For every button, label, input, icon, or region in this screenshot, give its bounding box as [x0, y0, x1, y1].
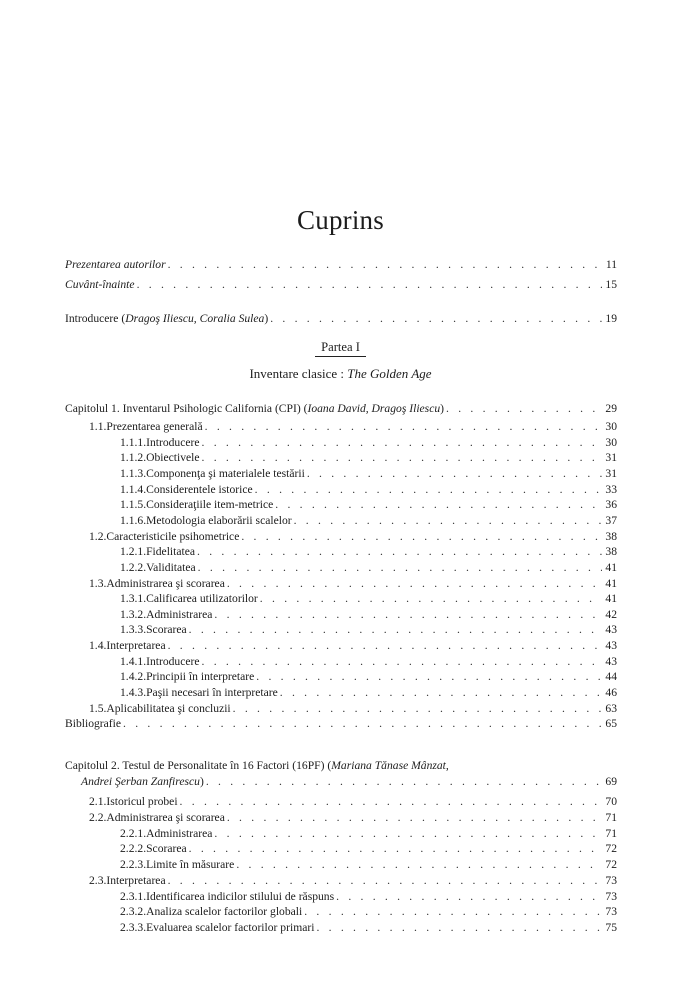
toc-entry-label: Validitatea: [146, 560, 196, 574]
toc-entry-label: Prezentarea generală: [106, 420, 203, 433]
toc-entry-number: 1.2.1.: [120, 545, 147, 559]
toc-entry-label: Caracteristicile psihometrice: [106, 529, 240, 543]
toc-entry-label: Bibliografie: [65, 717, 122, 731]
toc-entry[interactable]: [120, 497, 617, 513]
toc-entry-number: 1.3.3.: [120, 623, 147, 637]
dot-leader: [214, 607, 602, 623]
toc-entry-label: Cuvânt-înainte: [65, 278, 135, 291]
dot-leader: [137, 277, 603, 293]
toc-entry-label: Aplicabilitatea şi concluzii: [106, 701, 231, 715]
dot-leader: [304, 904, 602, 920]
toc-entry-page: 33: [605, 482, 617, 496]
toc-entry-page: 72: [605, 858, 617, 871]
toc-entry-number: 1.1.5.: [120, 498, 147, 512]
toc-entry[interactable]: [89, 701, 617, 717]
toc-entry[interactable]: [89, 638, 617, 654]
dot-leader: [168, 638, 603, 654]
dot-leader: [123, 716, 602, 732]
toc-entry-number: 1.3.2.: [120, 607, 147, 621]
toc-entry[interactable]: [89, 794, 617, 810]
dot-leader: [256, 669, 602, 685]
toc-entry-number: 2.3.3.: [120, 921, 147, 934]
dot-leader: [197, 544, 602, 560]
toc-entry-number: 2.2.1.: [120, 826, 147, 840]
toc-entry-label: Analiza scalelor factorilor globali: [146, 905, 303, 919]
toc-entry[interactable]: [120, 622, 617, 638]
toc-entry[interactable]: [65, 716, 617, 732]
part-title: Partea I: [0, 340, 681, 357]
toc-entry-number: 2.1.: [89, 795, 107, 808]
toc-entry-page: 41: [605, 576, 617, 590]
toc-entry[interactable]: [120, 654, 617, 670]
toc-entry-number: 1.1.4.: [120, 482, 147, 496]
toc-entry-number: 1.4.3.: [120, 686, 147, 700]
dot-leader: [206, 774, 603, 790]
toc-entry-label: Administrarea: [146, 607, 213, 621]
toc-entry[interactable]: [120, 685, 617, 701]
dot-leader: [205, 419, 603, 435]
toc-entry-page: 75: [605, 921, 617, 934]
toc-entry-page: 38: [605, 545, 617, 559]
toc-entry-page: 46: [605, 686, 617, 700]
toc-entry[interactable]: [120, 857, 617, 873]
dot-leader: [294, 513, 603, 529]
toc-entry-page: 30: [605, 420, 617, 433]
toc-entry-label: Administrarea şi scorarea: [106, 576, 225, 590]
toc-entry-page: 30: [605, 435, 617, 449]
toc-entry-page: 38: [605, 529, 617, 543]
toc-entry-number: 1.4.: [89, 639, 107, 653]
dot-leader: [270, 311, 602, 327]
toc-entry-label: Interpretarea: [106, 639, 166, 653]
toc-entry-label: Considerentele istorice: [146, 482, 253, 496]
toc-entry-label: Scorarea: [146, 623, 187, 637]
toc-entry-number: 1.3.: [89, 576, 107, 590]
dot-leader: [336, 889, 602, 905]
dot-leader: [260, 591, 603, 607]
toc-entry-page: 31: [605, 451, 617, 465]
toc-entry-page: 44: [605, 670, 617, 684]
toc-entry-label: Principii în interpretare: [146, 670, 255, 684]
toc-entry[interactable]: [120, 607, 617, 623]
toc-entry-label: Paşii necesari în interpretare: [146, 686, 278, 700]
dot-leader: [255, 482, 603, 498]
toc-entry-label: Componenţa şi materialele testării: [146, 466, 305, 480]
toc-entry-number: 1.1.6.: [120, 513, 147, 527]
dot-leader: [189, 841, 603, 857]
toc-entry-number: 1.1.: [89, 420, 107, 433]
toc-entry-label: Introducere: [146, 435, 200, 449]
toc-entry-number: 1.1.3.: [120, 466, 147, 480]
toc-entry[interactable]: [120, 544, 617, 560]
toc-entry-number: 1.5.: [89, 701, 107, 715]
toc-entry-number: 2.2.: [89, 810, 107, 824]
dot-leader: [233, 701, 603, 717]
toc-entry-page: 36: [605, 498, 617, 512]
toc-entry-page: 41: [605, 592, 617, 606]
chapter-page: 69: [605, 775, 617, 788]
toc-entry-label: Consideraţiile item-metrice: [146, 498, 274, 512]
toc-entry-page: 63: [605, 701, 617, 715]
toc-entry-page: 15: [605, 278, 617, 291]
toc-entry[interactable]: [120, 482, 617, 498]
toc-entry[interactable]: [120, 450, 617, 466]
chapter-page: 29: [605, 402, 617, 415]
toc-entry-page: 19: [605, 312, 617, 325]
chapter-entry[interactable]: [65, 401, 617, 417]
toc-entry-page: 71: [605, 810, 617, 824]
toc-entry-number: 2.2.2.: [120, 842, 147, 856]
toc-entry-label: Introducere: [146, 654, 200, 668]
toc-entry[interactable]: [120, 513, 617, 529]
toc-entry-number: 2.3.1.: [120, 889, 147, 903]
toc-entry[interactable]: [120, 889, 617, 905]
toc-entry-page: 43: [605, 654, 617, 668]
toc-entry[interactable]: [89, 810, 617, 826]
toc-entry[interactable]: [120, 904, 617, 920]
toc-entry-page: 71: [605, 826, 617, 840]
dot-leader: [227, 576, 603, 592]
toc-entry-label: Evaluarea scalelor factorilor primari: [146, 921, 315, 934]
toc-entry[interactable]: [89, 873, 617, 889]
toc-entry-page: 37: [605, 513, 617, 527]
dot-leader: [180, 794, 603, 810]
toc-entry[interactable]: [120, 560, 617, 576]
dot-leader: [202, 654, 603, 670]
toc-entry-number: 1.1.1.: [120, 435, 147, 449]
toc-entry[interactable]: [120, 466, 617, 482]
dot-leader: [236, 857, 602, 873]
toc-entry-page: 43: [605, 623, 617, 637]
dot-leader: [280, 685, 603, 701]
toc-entry[interactable]: [120, 920, 617, 936]
page-title: Cuprins: [297, 205, 384, 235]
toc-entry-page: 72: [605, 842, 617, 856]
toc-entry[interactable]: [89, 419, 617, 435]
chapter-label: Capitolul 1. Inventarul Psihologic California (CPI) (Ioana David, Dragoş Iliescu): [65, 402, 445, 415]
toc-entry-number: 2.3.: [89, 873, 107, 887]
toc-entry-page: 70: [605, 795, 617, 808]
toc-entry-label: Calificarea utilizatorilor: [146, 592, 258, 606]
toc-entry-page: 73: [605, 889, 617, 903]
toc-entry[interactable]: [120, 826, 617, 842]
dot-leader: [241, 529, 602, 545]
toc-entry[interactable]: [120, 591, 617, 607]
toc-entry-label: Fidelitatea: [146, 545, 196, 559]
toc-entry-number: 1.2.2.: [120, 560, 147, 574]
dot-leader: [168, 873, 603, 889]
toc-entry[interactable]: [89, 529, 617, 545]
toc-entry-label: Administrarea şi scorarea: [106, 810, 225, 824]
toc-entry-number: 1.3.1.: [120, 592, 147, 606]
toc-entry[interactable]: [120, 669, 617, 685]
toc-entry-page: 65: [605, 717, 617, 731]
dot-leader: [227, 810, 603, 826]
toc-entry-number: 1.2.: [89, 529, 107, 543]
toc-entry-page: 73: [605, 873, 617, 887]
dot-leader: [214, 826, 602, 842]
dot-leader: [198, 560, 603, 576]
toc-entry-number: 2.3.2.: [120, 905, 147, 919]
toc-entry[interactable]: [120, 841, 617, 857]
toc-entry-label: Administrarea: [146, 826, 213, 840]
toc-entry-label: Identificarea indicilor stilului de răspuns: [146, 889, 335, 903]
toc-entry-page: 73: [605, 905, 617, 919]
dot-leader: [316, 920, 602, 936]
toc-entry-number: 1.4.1.: [120, 654, 147, 668]
toc-entry-page: 42: [605, 607, 617, 621]
part-subtitle: Inventare clasice : The Golden Age: [249, 366, 432, 381]
toc-entry[interactable]: [65, 311, 617, 327]
toc-entry-page: 31: [605, 466, 617, 480]
dot-leader: [275, 497, 602, 513]
toc-entry[interactable]: [65, 257, 617, 273]
dot-leader: [202, 450, 603, 466]
dot-leader: [189, 622, 603, 638]
toc-entry-label: Prezentarea autorilor: [65, 258, 166, 271]
toc-entry-label: Metodologia elaborării scalelor: [146, 513, 292, 527]
toc-entry-label: Istoricul probei: [106, 795, 178, 808]
toc-entry[interactable]: [89, 576, 617, 592]
toc-entry-page: 41: [605, 560, 617, 574]
toc-entry-number: 1.1.2.: [120, 451, 147, 465]
toc-entry-page: 11: [605, 258, 617, 271]
toc-entry-page: 43: [605, 639, 617, 653]
toc-entry-label: Limite în măsurare: [146, 858, 235, 871]
toc-entry[interactable]: [65, 277, 617, 293]
chapter-label: Capitolul 2. Testul de Personalitate în 16 Factori (16PF) (Mariana Tănase Mânzat,: [65, 759, 449, 772]
dot-leader: [202, 435, 603, 451]
toc-entry-label: Introducere (Dragoş Iliescu, Coralia Sulea): [65, 312, 269, 325]
toc-entry-label: Scorarea: [146, 842, 187, 856]
toc-entry-label: Interpretarea: [106, 873, 166, 887]
toc-entry-label: Obiectivele: [146, 451, 200, 465]
dot-leader: [446, 401, 602, 417]
chapter-entry[interactable]: [81, 774, 617, 790]
toc-entry[interactable]: [120, 435, 617, 451]
toc-entry-number: 1.4.2.: [120, 670, 147, 684]
toc-entry-number: 2.2.3.: [120, 858, 147, 871]
chapter-label: Andrei Şerban Zanfirescu): [81, 775, 204, 788]
dot-leader: [168, 257, 603, 273]
dot-leader: [307, 466, 603, 482]
